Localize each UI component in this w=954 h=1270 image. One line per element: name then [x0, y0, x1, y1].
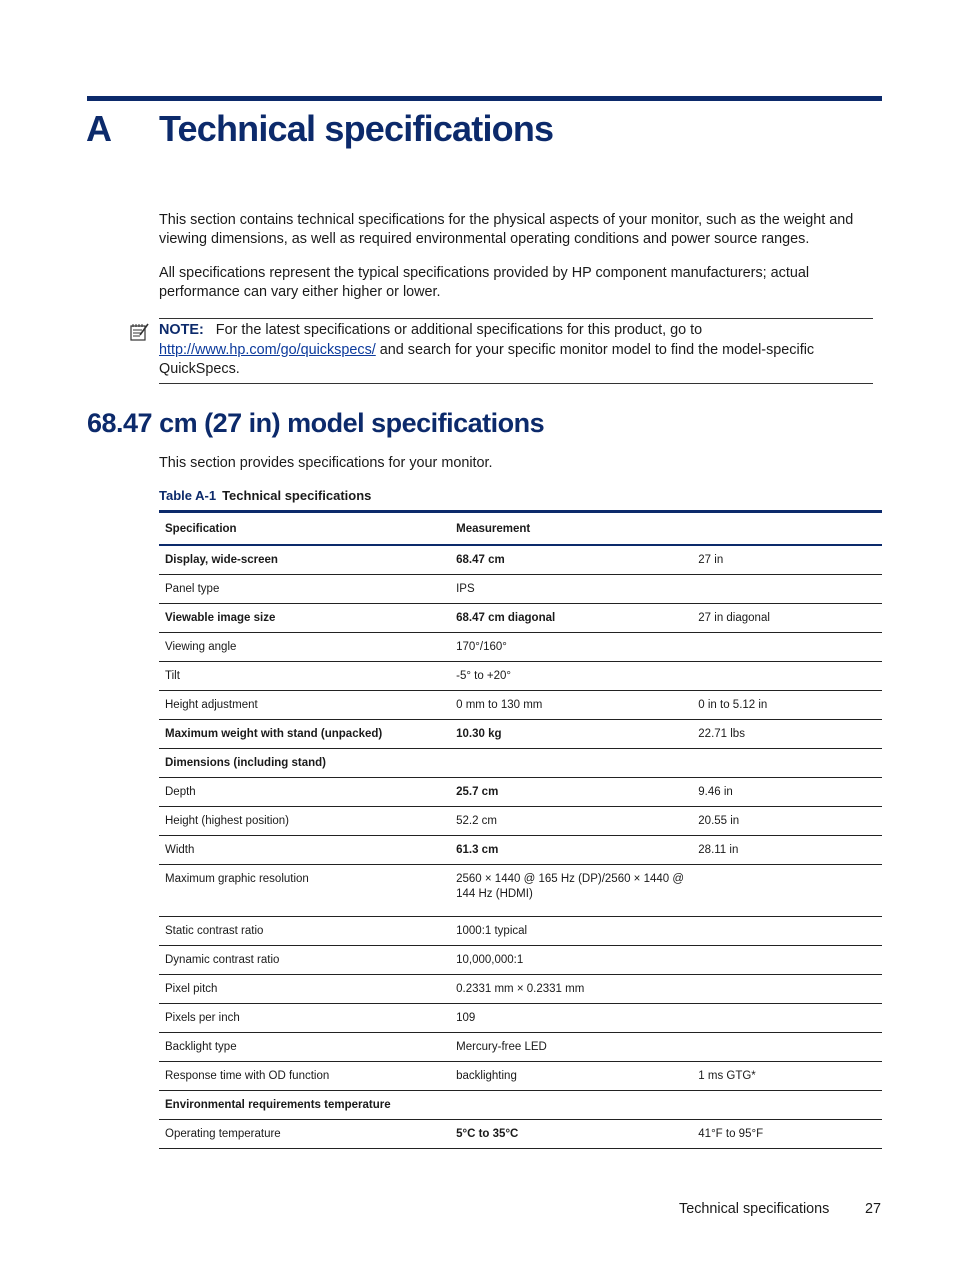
note-text-before: For the latest specifications or additional specifications for this product, go to	[215, 322, 703, 338]
measurement-imperial: 41°F to 95°F	[692, 1120, 882, 1149]
measurement-imperial	[692, 1091, 882, 1120]
table-row	[159, 865, 882, 917]
measurement-imperial	[692, 865, 882, 917]
spec-cell-text: Maximum graphic resolution	[165, 873, 309, 885]
measurement-imperial	[692, 575, 882, 604]
table-caption-number: Table A-1	[159, 488, 217, 503]
spec-cell: Height adjustment	[159, 691, 450, 720]
measurement-metric: 170°/160°	[450, 633, 692, 662]
spec-cell: Response time with OD function	[159, 1062, 450, 1091]
note-text-after: and search for your specific monitor model to find the model-specific QuickSpecs.	[159, 341, 815, 377]
section-title: 68.47 cm (27 in) model specifications	[87, 408, 545, 438]
spec-cell: Backlight type	[159, 1033, 450, 1062]
measurement-imperial: 28.11 in	[692, 836, 882, 865]
table-row	[159, 1091, 882, 1120]
note-label: NOTE:	[159, 322, 204, 338]
table-row	[159, 575, 882, 604]
table-row	[159, 778, 882, 807]
measurement-metric: 0.2331 mm × 0.2331 mm	[450, 975, 692, 1004]
table-row	[159, 633, 882, 662]
page-number: 27	[865, 1201, 882, 1217]
measurement-metric: backlighting	[450, 1062, 692, 1091]
table-row	[159, 604, 882, 633]
measurement-imperial	[692, 749, 882, 778]
measurement-metric: 1000:1 typical	[450, 917, 692, 946]
note-text	[159, 321, 873, 380]
measurement-imperial: 0 in to 5.12 in	[692, 691, 882, 720]
spec-cell: Maximum weight with stand (unpacked)	[159, 720, 450, 749]
spec-cell: Dimensions (including stand)	[159, 749, 450, 778]
measurement-metric: 68.47 cm diagonal	[450, 604, 692, 633]
measurement-metric: 5°C to 35°C	[450, 1120, 692, 1149]
measurement-metric: IPS	[450, 575, 692, 604]
chapter-title: Technical specifications	[159, 108, 554, 149]
measurement-metric: 109	[450, 1004, 692, 1033]
spec-cell: Static contrast ratio	[159, 917, 450, 946]
table-row	[159, 1120, 882, 1149]
measurement-imperial	[692, 1033, 882, 1062]
measurement-metric: 10.30 kg	[450, 720, 692, 749]
measurement-imperial	[692, 633, 882, 662]
measurement-imperial	[692, 946, 882, 975]
spec-cell	[159, 865, 450, 917]
measurement-metric: 10,000,000:1	[450, 946, 692, 975]
spec-cell: Tilt	[159, 662, 450, 691]
measurement-imperial: 9.46 in	[692, 778, 882, 807]
measurement-metric	[450, 749, 692, 778]
footer-title: Technical specifications	[679, 1201, 830, 1217]
table-row	[159, 720, 882, 749]
measurement-imperial: 22.71 lbs	[692, 720, 882, 749]
spec-cell: Viewable image size	[159, 604, 450, 633]
header-specification: Specification	[159, 512, 450, 546]
measurement-metric	[450, 865, 692, 917]
measurement-imperial: 27 in diagonal	[692, 604, 882, 633]
table-row	[159, 691, 882, 720]
section-intro: This section provides specifications for your monitor.	[159, 455, 493, 471]
measurement-line-2: 144 Hz (HDMI)	[456, 888, 533, 900]
table-row	[159, 1062, 882, 1091]
spec-cell: Depth	[159, 778, 450, 807]
measurement-metric: 52.2 cm	[450, 807, 692, 836]
table-row	[159, 662, 882, 691]
measurement-imperial: 27 in	[692, 545, 882, 575]
measurement-imperial	[692, 975, 882, 1004]
spec-table	[159, 510, 882, 1149]
table-caption-title: Technical specifications	[222, 488, 372, 503]
quickspecs-link[interactable]: http://www.hp.com/go/quickspecs/	[159, 341, 376, 358]
measurement-line-1: 2560 × 1440 @ 165 Hz (DP)/2560 × 1440 @	[456, 873, 685, 885]
header-measurement: Measurement	[450, 512, 692, 546]
chapter-top-rule	[87, 96, 882, 101]
spec-cell: Operating temperature	[159, 1120, 450, 1149]
table-row	[159, 1004, 882, 1033]
table-caption	[159, 488, 371, 503]
table-row	[159, 749, 882, 778]
header-blank	[692, 512, 882, 546]
measurement-metric: 25.7 cm	[450, 778, 692, 807]
measurement-metric: Mercury-free LED	[450, 1033, 692, 1062]
measurement-imperial	[692, 1004, 882, 1033]
table-row	[159, 917, 882, 946]
measurement-metric: 61.3 cm	[450, 836, 692, 865]
spec-cell: Display, wide-screen	[159, 545, 450, 575]
measurement-imperial	[692, 917, 882, 946]
intro-paragraph-2: All specifications represent the typical specifications provided by HP component manufacturers; actual performance can vary either higher or lower.	[159, 265, 810, 300]
table-row	[159, 836, 882, 865]
table-row	[159, 807, 882, 836]
spec-cell: Width	[159, 836, 450, 865]
table-row	[159, 1033, 882, 1062]
measurement-imperial: 1 ms GTG*	[692, 1062, 882, 1091]
intro-paragraph-1: This section contains technical specifications for the physical aspects of your monitor, such as the weight and viewing dimensions, as well as required environmental operating conditions and power source ranges.	[159, 212, 854, 247]
chapter-letter: A	[86, 108, 112, 149]
measurement-imperial	[692, 662, 882, 691]
table-header-row	[159, 512, 882, 546]
measurement-metric: 68.47 cm	[450, 545, 692, 575]
spec-cell: Environmental requirements temperature	[159, 1091, 450, 1120]
table-row	[159, 545, 882, 575]
spec-cell: Panel type	[159, 575, 450, 604]
measurement-metric: -5° to +20°	[450, 662, 692, 691]
spec-cell: Pixel pitch	[159, 975, 450, 1004]
spec-cell: Pixels per inch	[159, 1004, 450, 1033]
measurement-metric	[450, 1091, 692, 1120]
note-icon	[129, 322, 151, 342]
table-row	[159, 946, 882, 975]
table-row	[159, 975, 882, 1004]
spec-cell: Viewing angle	[159, 633, 450, 662]
spec-cell: Height (highest position)	[159, 807, 450, 836]
spec-cell: Dynamic contrast ratio	[159, 946, 450, 975]
measurement-metric: 0 mm to 130 mm	[450, 691, 692, 720]
measurement-imperial: 20.55 in	[692, 807, 882, 836]
